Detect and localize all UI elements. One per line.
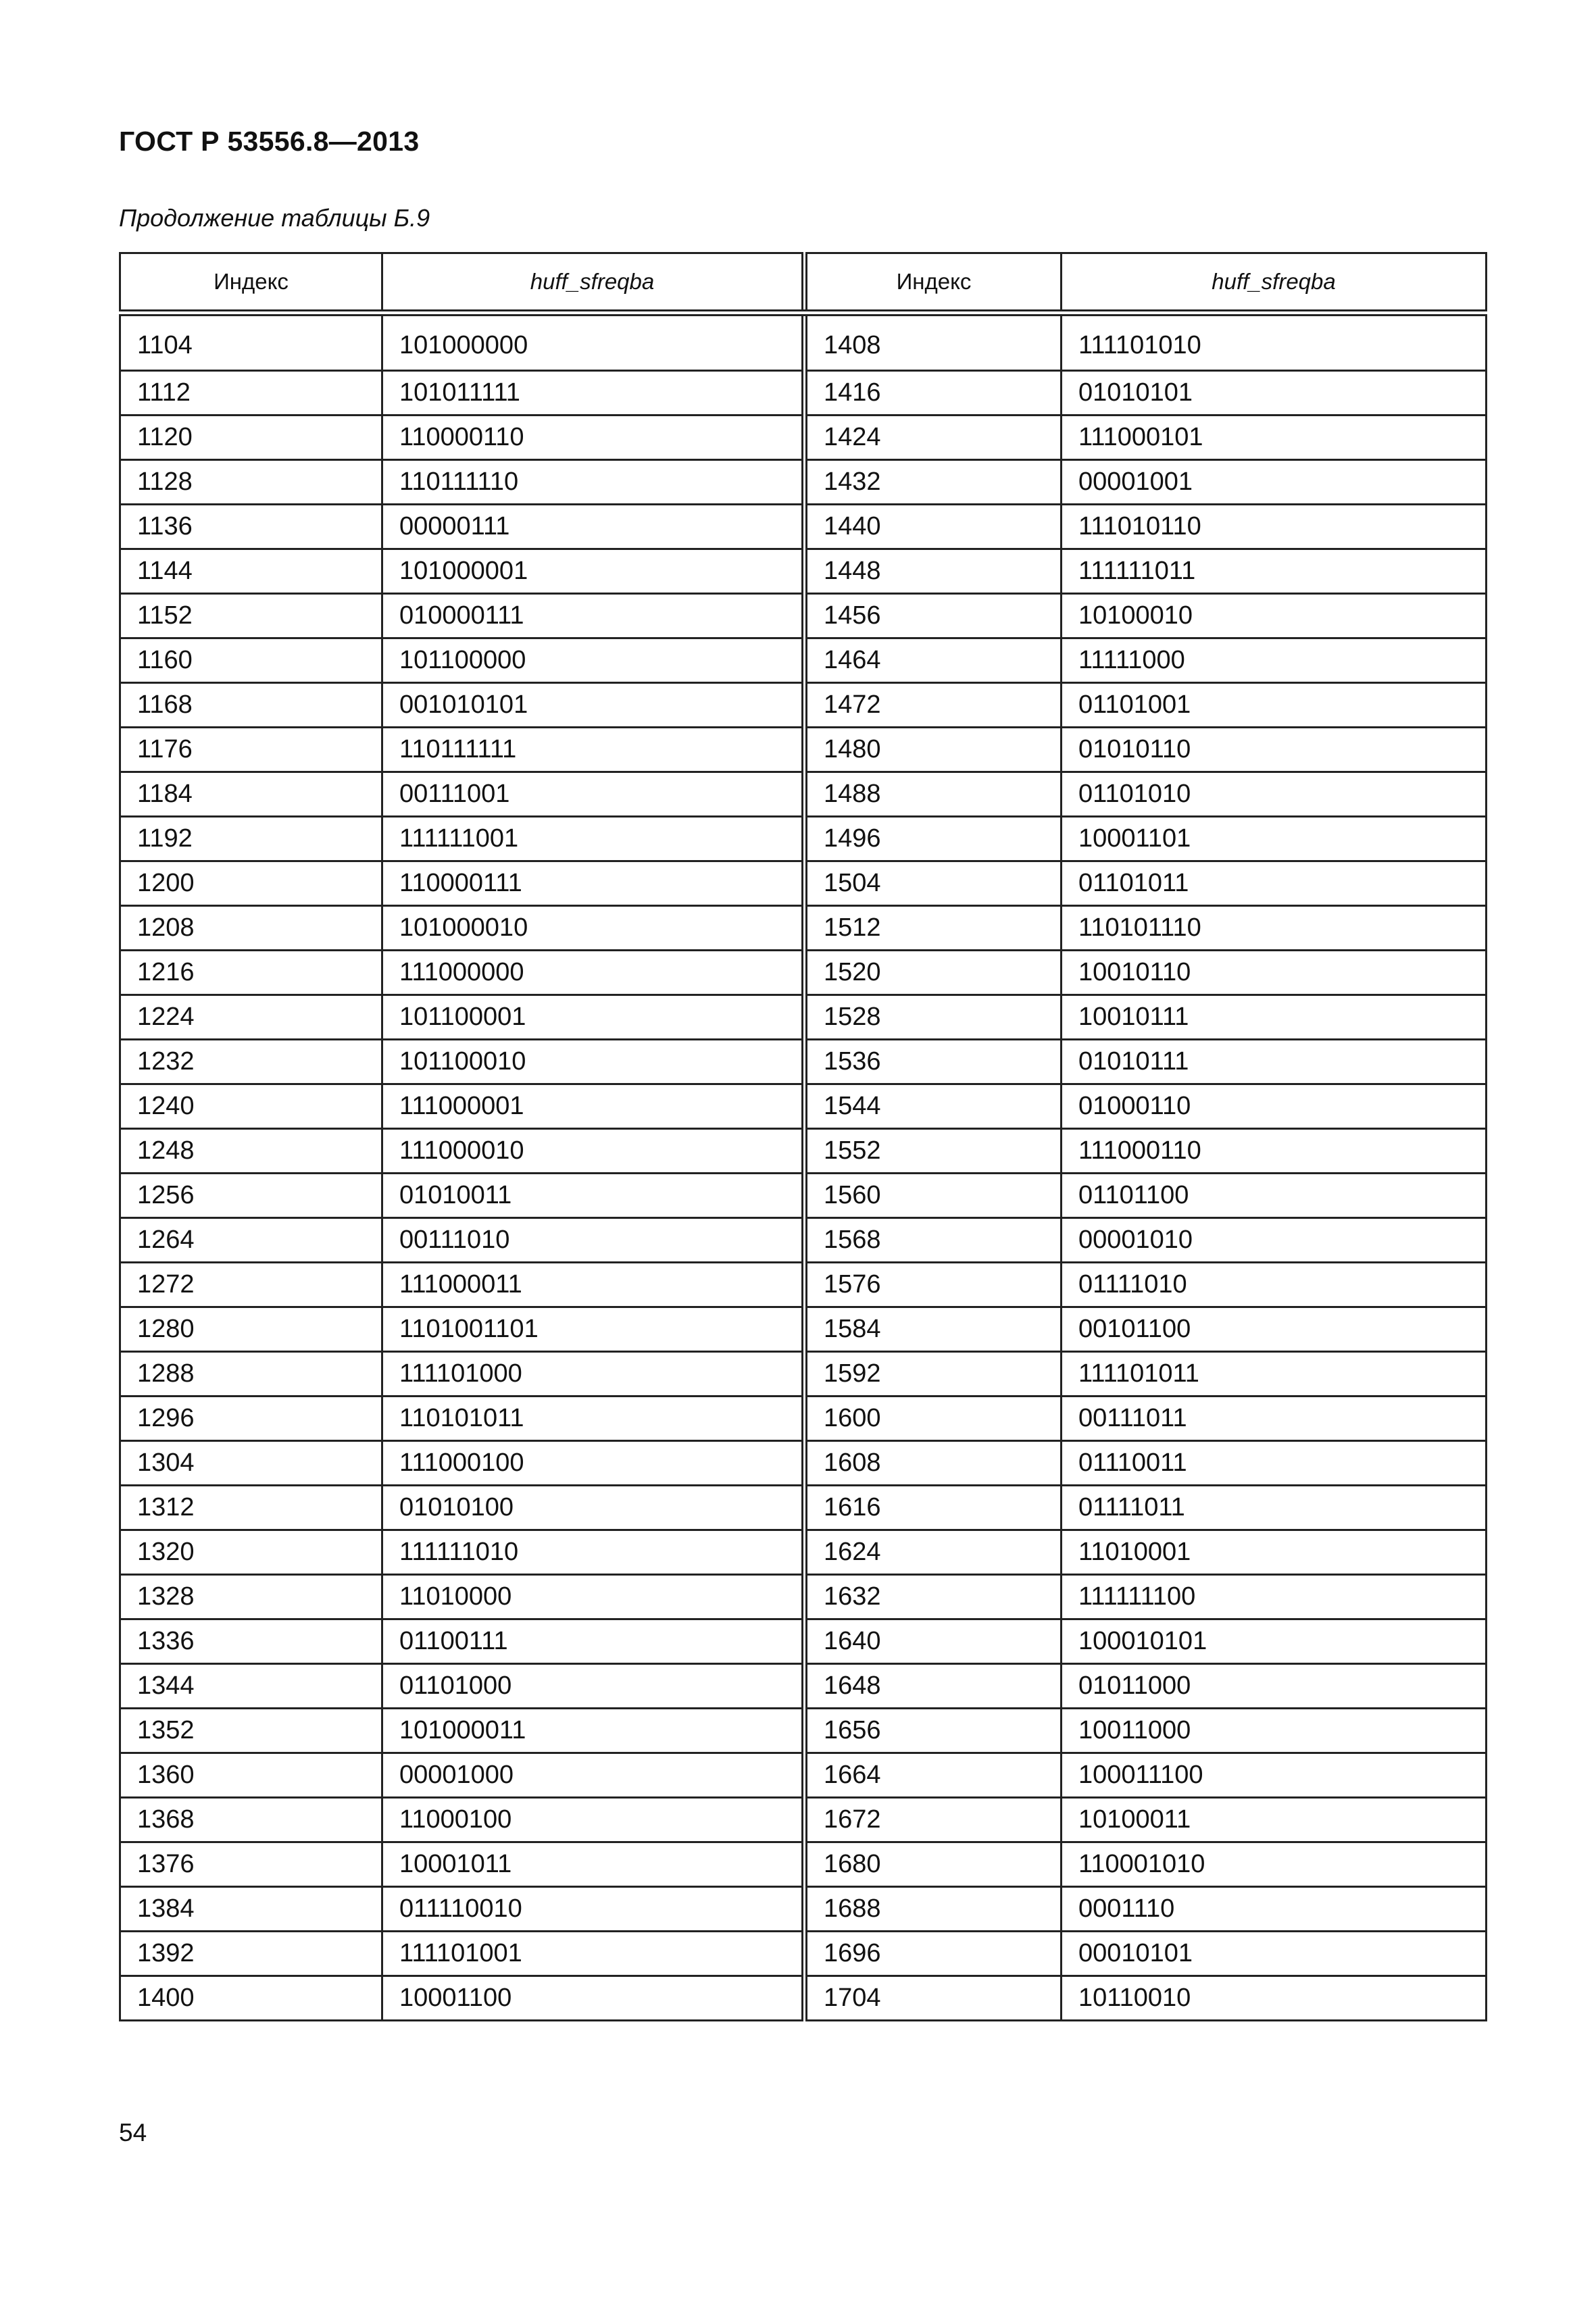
- document-title: ГОСТ Р 53556.8—2013: [119, 126, 420, 157]
- code-cell: 111000011: [382, 1263, 805, 1307]
- column-header-code: huff_sfreqba: [1062, 253, 1487, 313]
- code-cell: 01100111: [382, 1619, 805, 1664]
- code-cell: 101100001: [382, 995, 805, 1040]
- index-cell: 1440: [805, 505, 1062, 549]
- table-row: [120, 1887, 1487, 1932]
- table-row: [120, 1441, 1487, 1486]
- index-cell: 1696: [805, 1932, 1062, 1976]
- index-cell: 1536: [805, 1040, 1062, 1084]
- code-cell: 01010100: [382, 1486, 805, 1530]
- code-cell: 10010110: [1062, 951, 1487, 995]
- code-cell: 110000111: [382, 861, 805, 906]
- index-cell: 1552: [805, 1129, 1062, 1174]
- code-cell: 111000001: [382, 1084, 805, 1129]
- index-cell: 1200: [120, 861, 382, 906]
- index-cell: 1128: [120, 460, 382, 505]
- table-caption: Продолжение таблицы Б.9: [119, 204, 430, 232]
- table-row: [120, 1709, 1487, 1753]
- code-cell: 111101000: [382, 1352, 805, 1397]
- table-row: [120, 1575, 1487, 1619]
- index-cell: 1576: [805, 1263, 1062, 1307]
- table-row: [120, 1486, 1487, 1530]
- index-cell: 1216: [120, 951, 382, 995]
- index-cell: 1672: [805, 1798, 1062, 1842]
- table-row: [120, 1619, 1487, 1664]
- table-row: [120, 1976, 1487, 2021]
- code-cell: 11111000: [1062, 638, 1487, 683]
- index-cell: 1392: [120, 1932, 382, 1976]
- code-cell: 00001000: [382, 1753, 805, 1798]
- code-cell: 110000110: [382, 416, 805, 460]
- table-row: [120, 906, 1487, 951]
- index-cell: 1168: [120, 683, 382, 728]
- code-cell: 10110010: [1062, 1976, 1487, 2021]
- index-cell: 1152: [120, 594, 382, 638]
- table-row: [120, 861, 1487, 906]
- index-cell: 1120: [120, 416, 382, 460]
- code-cell: 01010101: [1062, 371, 1487, 416]
- index-cell: 1192: [120, 817, 382, 861]
- index-cell: 1104: [120, 313, 382, 371]
- code-cell: 011110010: [382, 1887, 805, 1932]
- index-cell: 1432: [805, 460, 1062, 505]
- column-header-index: Индекс: [805, 253, 1062, 313]
- code-cell: 10001011: [382, 1842, 805, 1887]
- code-cell: 01101001: [1062, 683, 1487, 728]
- index-cell: 1448: [805, 549, 1062, 594]
- code-cell: 110111110: [382, 460, 805, 505]
- index-cell: 1504: [805, 861, 1062, 906]
- table-row: [120, 416, 1487, 460]
- code-cell: 01010111: [1062, 1040, 1487, 1084]
- code-cell: 010000111: [382, 594, 805, 638]
- index-cell: 1480: [805, 728, 1062, 772]
- code-cell: 111101011: [1062, 1352, 1487, 1397]
- table-row: [120, 995, 1487, 1040]
- table-body: [120, 313, 1487, 2021]
- code-cell: 110101011: [382, 1397, 805, 1441]
- index-cell: 1416: [805, 371, 1062, 416]
- index-cell: 1704: [805, 1976, 1062, 2021]
- index-cell: 1144: [120, 549, 382, 594]
- column-header-code: huff_sfreqba: [382, 253, 805, 313]
- index-cell: 1632: [805, 1575, 1062, 1619]
- code-cell: 0001110: [1062, 1887, 1487, 1932]
- index-cell: 1544: [805, 1084, 1062, 1129]
- index-cell: 1360: [120, 1753, 382, 1798]
- index-cell: 1320: [120, 1530, 382, 1575]
- code-cell: 101000001: [382, 549, 805, 594]
- code-cell: 00101100: [1062, 1307, 1487, 1352]
- code-cell: 00111011: [1062, 1397, 1487, 1441]
- index-cell: 1424: [805, 416, 1062, 460]
- code-cell: 111101001: [382, 1932, 805, 1976]
- code-cell: 101000000: [382, 313, 805, 371]
- table-row: [120, 1084, 1487, 1129]
- code-cell: 01111010: [1062, 1263, 1487, 1307]
- table-row: [120, 1352, 1487, 1397]
- code-cell: 001010101: [382, 683, 805, 728]
- code-cell: 111010110: [1062, 505, 1487, 549]
- code-cell: 110111111: [382, 728, 805, 772]
- index-cell: 1648: [805, 1664, 1062, 1709]
- code-cell: 111000010: [382, 1129, 805, 1174]
- table-row: [120, 1307, 1487, 1352]
- table-row: [120, 728, 1487, 772]
- table-row: [120, 505, 1487, 549]
- code-cell: 01101011: [1062, 861, 1487, 906]
- index-cell: 1680: [805, 1842, 1062, 1887]
- table-row: [120, 1263, 1487, 1307]
- table-row: [120, 1397, 1487, 1441]
- index-cell: 1232: [120, 1040, 382, 1084]
- code-cell: 101011111: [382, 371, 805, 416]
- index-cell: 1656: [805, 1709, 1062, 1753]
- table-row: [120, 817, 1487, 861]
- huffman-table: [119, 252, 1485, 2021]
- index-cell: 1528: [805, 995, 1062, 1040]
- code-cell: 01101010: [1062, 772, 1487, 817]
- code-cell: 111000110: [1062, 1129, 1487, 1174]
- index-cell: 1288: [120, 1352, 382, 1397]
- code-cell: 101100010: [382, 1040, 805, 1084]
- index-cell: 1520: [805, 951, 1062, 995]
- code-cell: 00001001: [1062, 460, 1487, 505]
- code-cell: 111000100: [382, 1441, 805, 1486]
- index-cell: 1184: [120, 772, 382, 817]
- index-cell: 1136: [120, 505, 382, 549]
- index-cell: 1408: [805, 313, 1062, 371]
- index-cell: 1496: [805, 817, 1062, 861]
- table-row: [120, 1932, 1487, 1976]
- index-cell: 1512: [805, 906, 1062, 951]
- index-cell: 1560: [805, 1174, 1062, 1218]
- index-cell: 1256: [120, 1174, 382, 1218]
- code-cell: 101000011: [382, 1709, 805, 1753]
- code-cell: 111111100: [1062, 1575, 1487, 1619]
- index-cell: 1328: [120, 1575, 382, 1619]
- code-cell: 111111010: [382, 1530, 805, 1575]
- code-cell: 11010001: [1062, 1530, 1487, 1575]
- code-cell: 110101110: [1062, 906, 1487, 951]
- index-cell: 1160: [120, 638, 382, 683]
- index-cell: 1400: [120, 1976, 382, 2021]
- index-cell: 1240: [120, 1084, 382, 1129]
- index-cell: 1616: [805, 1486, 1062, 1530]
- index-cell: 1608: [805, 1441, 1062, 1486]
- code-cell: 110001010: [1062, 1842, 1487, 1887]
- code-cell: 10010111: [1062, 995, 1487, 1040]
- code-cell: 111000000: [382, 951, 805, 995]
- code-cell: 01010011: [382, 1174, 805, 1218]
- code-cell: 101000010: [382, 906, 805, 951]
- index-cell: 1640: [805, 1619, 1062, 1664]
- table-row: [120, 460, 1487, 505]
- index-cell: 1112: [120, 371, 382, 416]
- code-cell: 01101100: [1062, 1174, 1487, 1218]
- code-cell: 10001101: [1062, 817, 1487, 861]
- table-header-row: [120, 253, 1487, 313]
- table-row: [120, 1174, 1487, 1218]
- code-cell: 111111011: [1062, 549, 1487, 594]
- table-row: [120, 1798, 1487, 1842]
- data-table: [119, 252, 1487, 2021]
- table-row: [120, 549, 1487, 594]
- index-cell: 1688: [805, 1887, 1062, 1932]
- index-cell: 1344: [120, 1664, 382, 1709]
- table-row: [120, 313, 1487, 371]
- code-cell: 101100000: [382, 638, 805, 683]
- index-cell: 1272: [120, 1263, 382, 1307]
- code-cell: 100011100: [1062, 1753, 1487, 1798]
- index-cell: 1296: [120, 1397, 382, 1441]
- table-row: [120, 1040, 1487, 1084]
- index-cell: 1224: [120, 995, 382, 1040]
- index-cell: 1248: [120, 1129, 382, 1174]
- index-cell: 1568: [805, 1218, 1062, 1263]
- index-cell: 1352: [120, 1709, 382, 1753]
- code-cell: 01010110: [1062, 728, 1487, 772]
- code-cell: 111000101: [1062, 416, 1487, 460]
- code-cell: 10100011: [1062, 1798, 1487, 1842]
- code-cell: 100010101: [1062, 1619, 1487, 1664]
- code-cell: 01101000: [382, 1664, 805, 1709]
- code-cell: 10100010: [1062, 594, 1487, 638]
- code-cell: 10001100: [382, 1976, 805, 2021]
- table-row: [120, 371, 1487, 416]
- table-row: [120, 1753, 1487, 1798]
- table-row: [120, 772, 1487, 817]
- index-cell: 1592: [805, 1352, 1062, 1397]
- table-row: [120, 951, 1487, 995]
- code-cell: 01000110: [1062, 1084, 1487, 1129]
- code-cell: 00111001: [382, 772, 805, 817]
- index-cell: 1464: [805, 638, 1062, 683]
- index-cell: 1280: [120, 1307, 382, 1352]
- index-cell: 1456: [805, 594, 1062, 638]
- index-cell: 1376: [120, 1842, 382, 1887]
- table-row: [120, 1842, 1487, 1887]
- code-cell: 01011000: [1062, 1664, 1487, 1709]
- code-cell: 111111001: [382, 817, 805, 861]
- code-cell: 1101001101: [382, 1307, 805, 1352]
- index-cell: 1624: [805, 1530, 1062, 1575]
- table-row: [120, 1664, 1487, 1709]
- column-header-index: Индекс: [120, 253, 382, 313]
- code-cell: 00010101: [1062, 1932, 1487, 1976]
- code-cell: 00001010: [1062, 1218, 1487, 1263]
- table-row: [120, 594, 1487, 638]
- table-row: [120, 683, 1487, 728]
- table-row: [120, 638, 1487, 683]
- code-cell: 11000100: [382, 1798, 805, 1842]
- index-cell: 1176: [120, 728, 382, 772]
- table-row: [120, 1218, 1487, 1263]
- code-cell: 01111011: [1062, 1486, 1487, 1530]
- code-cell: 00000111: [382, 505, 805, 549]
- index-cell: 1368: [120, 1798, 382, 1842]
- index-cell: 1472: [805, 683, 1062, 728]
- index-cell: 1664: [805, 1753, 1062, 1798]
- code-cell: 11010000: [382, 1575, 805, 1619]
- index-cell: 1488: [805, 772, 1062, 817]
- table-row: [120, 1530, 1487, 1575]
- index-cell: 1264: [120, 1218, 382, 1263]
- index-cell: 1384: [120, 1887, 382, 1932]
- index-cell: 1208: [120, 906, 382, 951]
- page-number: 54: [119, 2119, 147, 2146]
- index-cell: 1600: [805, 1397, 1062, 1441]
- index-cell: 1336: [120, 1619, 382, 1664]
- code-cell: 111101010: [1062, 313, 1487, 371]
- index-cell: 1312: [120, 1486, 382, 1530]
- code-cell: 10011000: [1062, 1709, 1487, 1753]
- code-cell: 00111010: [382, 1218, 805, 1263]
- code-cell: 01110011: [1062, 1441, 1487, 1486]
- index-cell: 1584: [805, 1307, 1062, 1352]
- table-row: [120, 1129, 1487, 1174]
- index-cell: 1304: [120, 1441, 382, 1486]
